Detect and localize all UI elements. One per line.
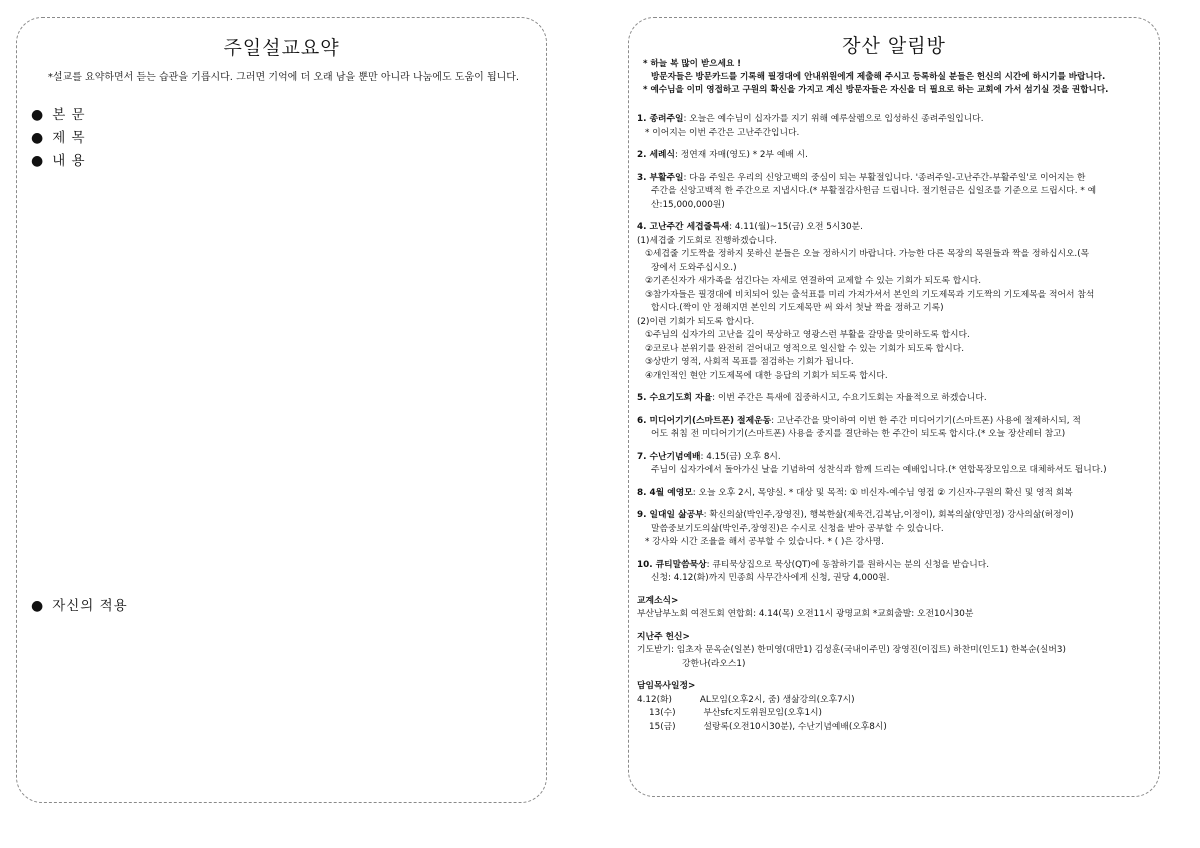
item-text: 어도 취침 전 미디어기기(스마트폰) 사용을 중지를 결단하는 한 주간이 되도록 합시다.(* 오늘 장산레터 참고) xyxy=(651,429,1066,439)
item-text: 말씀중보기도의삶(박인주,장영진)은 수시로 신청을 받아 공부할 수 있습니다. xyxy=(651,523,944,534)
item-text: : 이번 주간은 특새에 집중하시고, 수요기도회는 자율적으로 하겠습니다. xyxy=(712,393,987,403)
item-text: : 고난주간을 맞이하여 이번 한 주간 미디어기기(스마트폰) 사용에 절제하시되, 적 xyxy=(771,415,1081,426)
item-text: : 오늘 오후 2시, 목양실. * 대상 및 목적: ① 비신자-예수님 영접 ② 기신자-구원의 확신 및 영적 회복 xyxy=(692,487,1073,498)
welcome-line: * 예수님을 이미 영접하고 구원의 확신을 가지고 계신 방문자들은 자신을 더 필요로 하는 교회에 가서 섬기실 것을 권합니다. xyxy=(643,85,1109,95)
section-text: 부산남부노회 여전도회 연합회: 4.14(목) 오전11시 광명교회 *교회출발: 오전10시30분 xyxy=(637,609,974,619)
sermon-summary-title: 주일설교요약 xyxy=(223,37,340,59)
item-heading: 2. 세례식 xyxy=(637,150,676,160)
welcome-line: 방문자들은 방문카드를 기록해 필경대에 안내위원에게 제출해 주시고 등록하실 분들은 헌신의 시간에 하시기를 바랍니다. xyxy=(651,72,1106,82)
bullet-application xyxy=(31,594,128,614)
item-text: : 큐티묵상집으로 묵상(QT)에 동참하기를 원하시는 분의 신청을 받습니다. xyxy=(706,559,990,570)
item-text: (2)이런 기회가 되도록 합시다. xyxy=(637,316,755,327)
item-heading: 5. 수요기도회 자율 xyxy=(637,393,713,403)
item-text: (1)세겹줄 기도회로 진행하겠습니다. xyxy=(637,235,777,246)
item-heading: 1. 종려주일 xyxy=(637,114,684,124)
item-text: : 오늘은 예수님이 십자가를 지기 위해 예루살렘으로 입성하신 종려주일입니다. xyxy=(683,114,984,124)
item-heading: 8. 4월 예영모 xyxy=(637,487,693,498)
item-heading: 9. 일대일 삶공부 xyxy=(637,510,704,520)
item-text: 합시다.(짝이 안 정해지면 본인의 기도제목만 써 와서 첫날 짝을 정하고 기록) xyxy=(651,303,944,313)
item-text: * 이어지는 이번 주간은 고난주간입니다. xyxy=(645,127,800,138)
item-heading: 4. 고난주간 세겹줄특새 xyxy=(637,222,730,232)
item-text: 주님이 십자가에서 돌아가신 날을 기념하여 성찬식과 함께 드리는 예배입니다.(* 연합목장모임으로 대체하셔도 됩니다.) xyxy=(651,465,1107,475)
bullet-dot-icon: ● xyxy=(31,130,45,146)
section-heading: 지난주 헌신> xyxy=(637,631,690,642)
item-text: ②코로나 분위기를 완전히 걷어내고 영적으로 일신할 수 있는 기회가 되도록 합시다. xyxy=(645,343,965,354)
item-text: : 4.11(월)~15(금) 오전 5시30분. xyxy=(729,222,863,232)
announcement-item xyxy=(637,509,1145,523)
announcement-item xyxy=(637,451,1145,465)
section-text: 강한나(라오스1) xyxy=(682,658,746,669)
item-text: ③상반기 영적, 사회적 목표를 점검하는 기회가 됩니다. xyxy=(645,357,854,367)
item-text: 산:15,000,000원) xyxy=(651,199,725,210)
announcements-title: 장산 알림방 xyxy=(842,35,946,57)
item-text: ③참가자들은 필경대에 비치되어 있는 출석표를 미리 가져가셔서 본인의 기도제목과 기도짝의 기도제목을 적어서 참석 xyxy=(645,289,1095,300)
bullet-title xyxy=(31,126,86,146)
announcement-item xyxy=(637,487,1145,501)
item-text: : 다음 주일은 우리의 신앙고백의 중심이 되는 부활절입니다. '종려주일-고난주간-부활주일'로 이어지는 한 xyxy=(683,172,1086,183)
bullet-label: 내 용 xyxy=(52,153,86,169)
item-heading: 7. 수난기념예배 xyxy=(637,451,701,462)
item-text: ①주님의 십자가의 고난을 깊이 묵상하고 영광스런 부활을 갈망을 맞이하도록 합시다. xyxy=(645,330,970,340)
schedule-line: 4.12(화) AL모임(오후2시, 줌) 생삶강의(오후7시) xyxy=(637,694,855,705)
bullet-dot-icon: ● xyxy=(31,107,45,123)
section-heading: 교계소식> xyxy=(637,595,679,606)
section-heading: 담임목사일정> xyxy=(637,681,696,691)
bullet-label: 제 목 xyxy=(52,130,86,146)
item-text: : 4.15(금) 오후 8시. xyxy=(700,451,781,462)
bullet-passage xyxy=(31,103,86,123)
sermon-summary-panel xyxy=(16,17,547,803)
announcements-body xyxy=(637,113,1145,734)
announcements-panel xyxy=(628,17,1160,797)
bullet-dot-icon: ● xyxy=(31,598,45,614)
announcement-item xyxy=(637,172,1145,186)
bullet-label: 본 문 xyxy=(52,107,86,123)
bullet-label: 자신의 적용 xyxy=(52,598,128,614)
item-text: 주간을 신앙고백적 한 주간으로 지냅시다.(* 부활절감사헌금 드립니다. 절기헌금은 십일조를 기준으로 드립시다. * 예 xyxy=(651,186,1097,196)
bullet-content xyxy=(31,149,86,169)
item-text: : 확신의삶(박인주,장영진), 행복한삶(제욱건,김복남,이정이), 회복의삶(양민정) 강사의삶(허정이) xyxy=(703,510,1074,520)
item-text: 신청: 4.12(화)까지 민종희 사무간사에게 신청, 권당 4,000원. xyxy=(651,573,890,583)
welcome-notes xyxy=(643,58,1151,97)
announcement-item xyxy=(637,415,1145,429)
item-text: ①세겹줄 기도짝을 정하지 못하신 분들은 오늘 정하시기 바랍니다. 가능한 다른 목장의 목원들과 짝을 정하십시오.(목 xyxy=(645,249,1090,259)
item-text: * 강사와 시간 조율을 해서 공부할 수 있습니다. * ( )은 강사명. xyxy=(645,537,884,547)
bullet-dot-icon: ● xyxy=(31,153,45,169)
announcement-item xyxy=(637,221,1145,235)
schedule-line: 15(금) 설랑록(오전10시30분), 수난기념예배(오후8시) xyxy=(649,721,887,732)
welcome-line: * 하늘 복 많이 받으세요 ! xyxy=(643,59,742,69)
schedule-line: 13(수) 부산sfc지도위원모임(오후1시) xyxy=(649,708,822,718)
announcement-item xyxy=(637,149,1145,163)
item-text: ④개인적인 현안 기도제목에 대한 응답의 기회가 되도록 합시다. xyxy=(645,370,888,381)
sermon-summary-note: *설교를 요약하면서 듣는 습관을 기릅시다. 그러면 기억에 더 오래 남을 뿐만 아니라 나눔에도 도움이 됩니다. xyxy=(47,72,520,83)
announcement-item xyxy=(637,113,1145,127)
item-heading: 10. 큐티말씀묵상 xyxy=(637,559,707,570)
announcement-item xyxy=(637,559,1145,573)
announcement-item xyxy=(637,392,1145,406)
item-text: ②기존신자가 새가족을 섬긴다는 자세로 연결하여 교제할 수 있는 기회가 되도록 합시다. xyxy=(645,276,982,286)
item-heading: 6. 미디어기기(스마트폰) 절제운동 xyxy=(637,415,772,426)
item-heading: 3. 부활주일 xyxy=(637,172,684,183)
item-text: 장에서 도와주십시오.) xyxy=(651,262,737,273)
item-text: : 정연재 자매(영도) * 2부 예배 시. xyxy=(675,150,808,160)
section-text: 기도받기: 임초자 문옥순(일본) 한미영(대만1) 김성훈(국내이주민) 장영진(이집트) 하찬미(인도1) 한복순(실버3) xyxy=(637,645,1066,655)
